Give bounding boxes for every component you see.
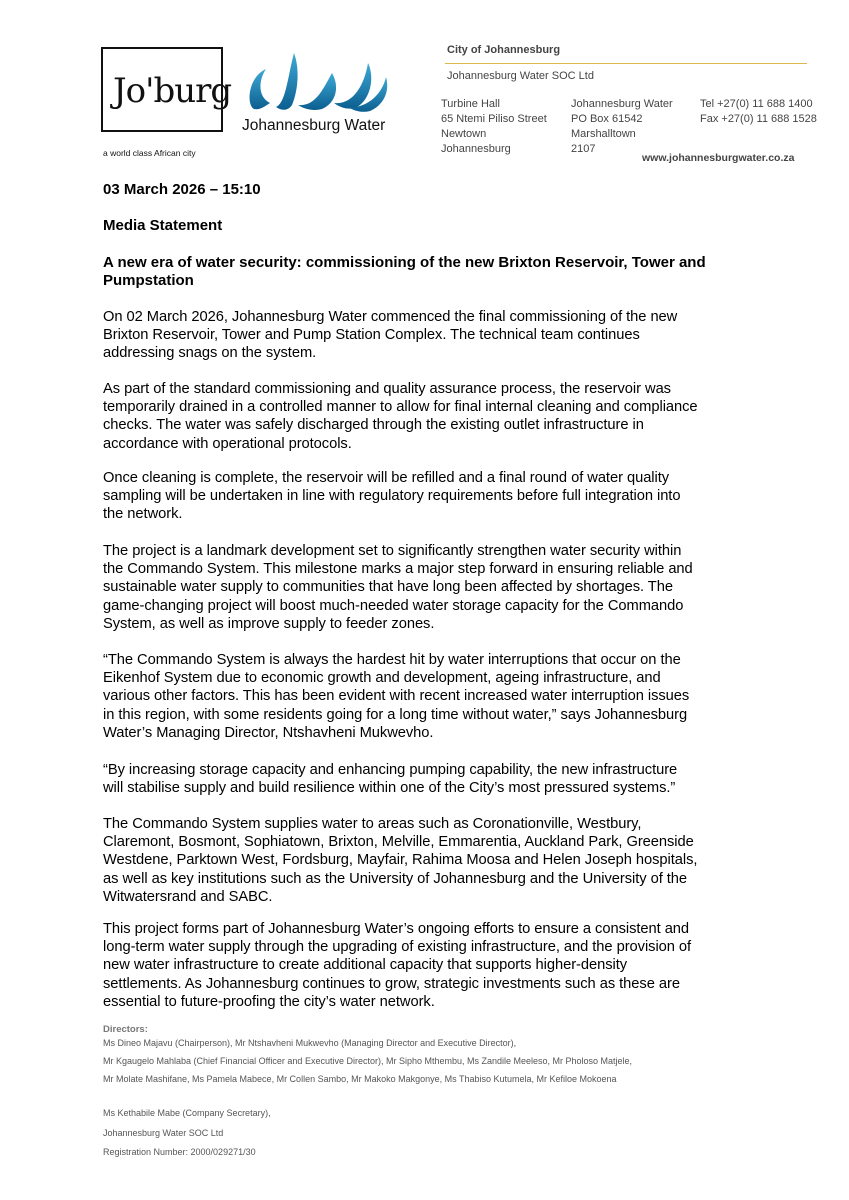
paragraph-line: As part of the standard commissioning and quality assurance process, the reservoir was — [103, 381, 671, 397]
statement-type: Media Statement — [103, 217, 223, 234]
paragraph-line: temporarily drained in a controlled manner to allow for final internal cleaning and compliance — [103, 399, 698, 416]
paragraph-line: The project is a landmark development set to significantly strengthen water security within — [103, 543, 682, 559]
paragraph-line: “By increasing storage capacity and enhancing pumping capability, the new infrastructure — [103, 762, 678, 778]
letterhead-divider — [445, 63, 807, 64]
johannesburg-water-logo — [236, 47, 396, 139]
company-name: Johannesburg Water SOC Ltd — [103, 1127, 224, 1138]
address-line: 2107 — [571, 143, 596, 155]
paragraph-line: The Commando System supplies water to areas such as Coronationville, Westbury, — [103, 816, 642, 832]
paragraph-line: Once cleaning is complete, the reservoir will be refilled and a final round of water quality — [103, 470, 670, 486]
letterhead-website: www.johannesburgwater.co.za — [642, 152, 795, 164]
joburg-logo-tagline: a world class African city — [103, 148, 196, 158]
body-paragraph — [103, 469, 753, 524]
statement-headline — [103, 254, 753, 290]
paragraph-line: addressing snags on the system. — [103, 345, 317, 362]
letterhead-contact — [700, 97, 817, 127]
body-paragraph-quote — [103, 651, 753, 742]
fax: Fax +27(0) 11 688 1528 — [700, 113, 817, 125]
paragraph-line: On 02 March 2026, Johannesburg Water commenced the final commissioning of the new — [103, 309, 678, 325]
headline-line: Pumpstation — [103, 272, 194, 289]
company-secretary: Ms Kethabile Mabe (Company Secretary), — [103, 1108, 271, 1118]
paragraph-line: Eikenhof System due to economic growth and development, ageing infrastructure, and — [103, 670, 661, 687]
directors-line: Ms Dineo Majavu (Chairperson), Mr Ntshavheni Mukwevho (Managing Director and Executive Director), — [103, 1038, 517, 1048]
paragraph-line: Westdene, Parktown West, Fordsburg, Mayfair, Rahima Moosa and Helen Joseph hospitals, — [103, 852, 698, 869]
paragraph-line: various other factors. This has been evident with recent increased water interruption issues — [103, 688, 690, 705]
address-line: 65 Ntemi Piliso Street — [441, 113, 547, 125]
joburg-logo — [101, 47, 232, 162]
paragraph-line: essential to future-proofing the city’s water network. — [103, 993, 435, 1010]
body-paragraph — [103, 815, 753, 906]
letterhead-physical-address — [441, 97, 547, 157]
address-line: Turbine Hall — [441, 98, 500, 110]
water-wave-icon — [236, 47, 396, 117]
paragraph-line: sustainable water supply to communities that have long been affected by shortages. The — [103, 579, 673, 596]
paragraph-line: sampling will be undertaken in line with regulatory requirements before full integration into — [103, 488, 681, 505]
body-paragraph-quote — [103, 761, 753, 797]
joburg-logo-wordmark: Jo'burg — [113, 71, 232, 111]
paragraph-line: game-changing project will boost much-needed water storage capacity for the Commando — [103, 597, 684, 614]
headline-line: A new era of water security: commissioning of the new Brixton Reservoir, Tower and — [103, 254, 706, 271]
paragraph-line: checks. The water was safely discharged through the existing outlet infrastructure in — [103, 417, 644, 434]
paragraph-line: Brixton Reservoir, Tower and Pump Station Complex. The technical team continues — [103, 327, 640, 344]
paragraph-line: as well as key institutions such as the University of Johannesburg and the University of the — [103, 870, 688, 887]
letterhead-city: City of Johannesburg — [447, 44, 561, 56]
paragraph-line: “The Commando System is always the hardest hit by water interruptions that occur on the — [103, 652, 681, 668]
paragraph-line: settlements. As Johannesburg continues to grow, strategic investments such as these are — [103, 975, 680, 992]
directors-line: Mr Kgaugelo Mahlaba (Chief Financial Officer and Executive Director), Mr Sipho Mthembu, Ms Zandile Meeleso, Mr Pholoso Matjele, — [103, 1056, 633, 1067]
body-paragraph — [103, 542, 753, 633]
paragraph-line: the network. — [103, 506, 183, 523]
body-paragraph — [103, 308, 753, 363]
registration-number: Registration Number: 2000/029271/30 — [103, 1147, 256, 1157]
paragraph-line: in this region, with some residents going for a long time without water,” says Johannesburg — [103, 706, 688, 723]
letterhead-company: Johannesburg Water SOC Ltd — [447, 70, 594, 82]
telephone: Tel +27(0) 11 688 1400 — [700, 98, 813, 110]
directors-list — [103, 1034, 632, 1089]
company-info — [103, 1104, 271, 1163]
johannesburg-water-logo-name: Johannesburg Water — [242, 117, 386, 134]
letterhead-postal-address — [571, 97, 673, 157]
paragraph-line: Water’s Managing Director, Ntshavheni Mukwevho. — [103, 724, 434, 741]
address-line: PO Box 61542 — [571, 113, 643, 125]
paragraph-line: new water infrastructure to create additional capacity that supports higher-density — [103, 957, 628, 974]
paragraph-line: Witwatersrand and SABC. — [103, 888, 273, 905]
paragraph-line: Claremont, Bosmont, Sophiatown, Brixton, Melville, Emmarentia, Auckland Park, Greenside — [103, 834, 694, 851]
directors-label: Directors: — [103, 1024, 148, 1035]
paragraph-line: This project forms part of Johannesburg Water’s ongoing efforts to ensure a consistent and — [103, 921, 690, 937]
paragraph-line: the Commando System. This milestone marks a major step forward in ensuring reliable and — [103, 561, 693, 578]
joburg-logo-frame — [101, 47, 232, 132]
paragraph-line: will stabilise supply and build resilience within one of the City’s most pressured systems.” — [103, 780, 676, 797]
paragraph-line: long-term water supply through the upgrading of existing infrastructure, and the provision of — [103, 939, 692, 956]
address-line: Marshalltown — [571, 128, 636, 140]
paragraph-line: System, as well as improve supply to feeder zones. — [103, 615, 435, 632]
body-paragraph — [103, 920, 753, 1011]
directors-line: Mr Molate Mashifane, Ms Pamela Mabece, Mr Collen Sambo, Mr Makoko Makgonye, Ms Thabiso Kutumela, Mr Kefiloe Mokoena — [103, 1074, 617, 1085]
address-line: Johannesburg — [441, 143, 511, 155]
paragraph-line: accordance with operational protocols. — [103, 435, 352, 452]
body-paragraph — [103, 380, 753, 453]
address-line: Newtown — [441, 128, 487, 140]
address-line: Johannesburg Water — [571, 98, 673, 110]
statement-date: 03 March 2026 – 15:10 — [103, 181, 261, 198]
